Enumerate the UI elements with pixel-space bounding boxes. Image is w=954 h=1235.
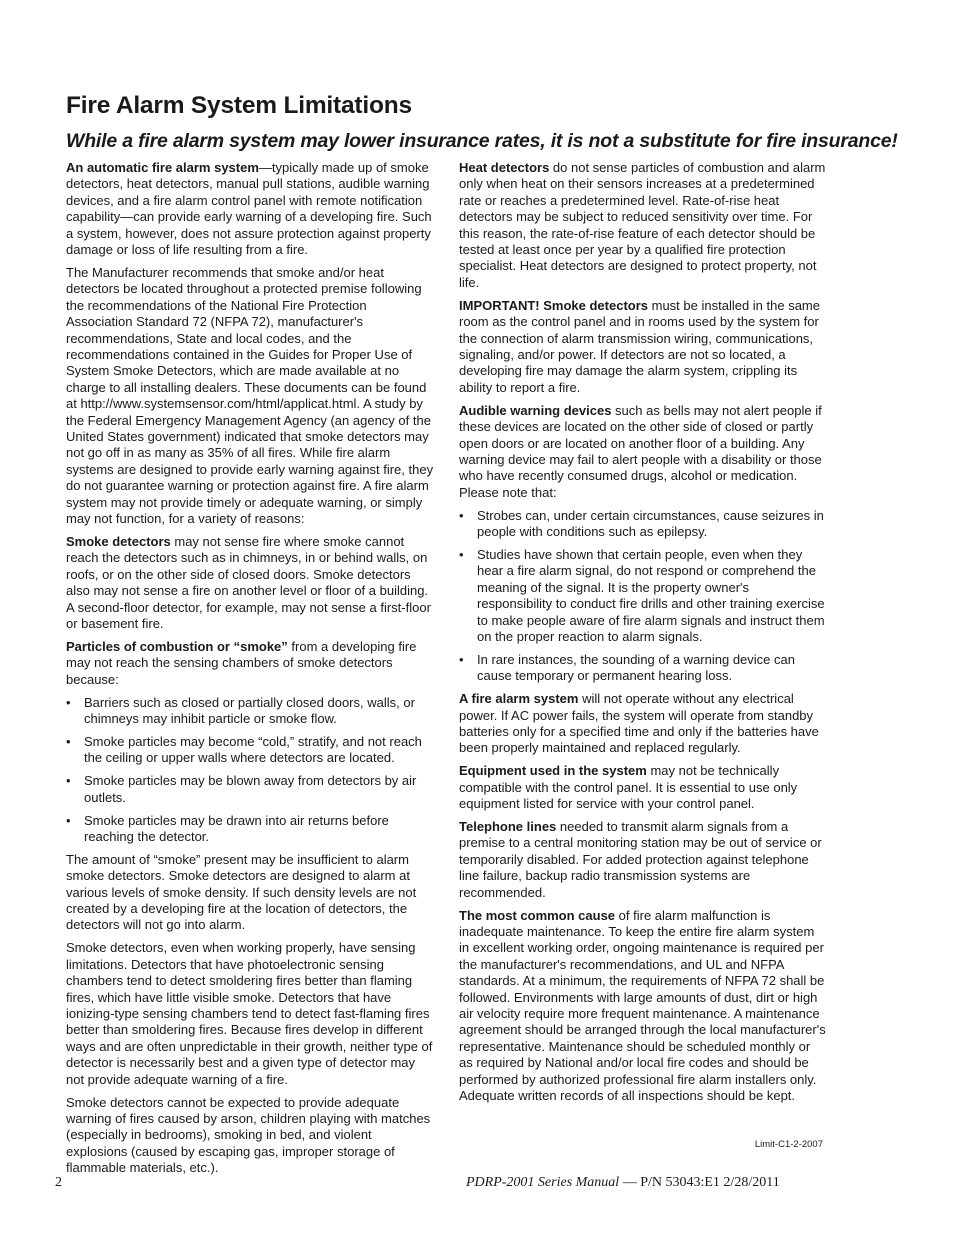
list-item bbox=[459, 508, 827, 541]
paragraph-lead: An automatic fire alarm system bbox=[66, 160, 259, 175]
paragraph-text: needed to transmit alarm signals from a premise to a central monitoring station may be out of service or temporarily disabled. For added protection against telephone line failure, backup radio transmission systems are recommended. bbox=[459, 819, 822, 900]
list-item bbox=[66, 734, 434, 767]
list-item-text: Smoke particles may be blown away from detectors by air outlets. bbox=[84, 773, 417, 805]
paragraph-lead: Telephone lines bbox=[459, 819, 557, 835]
paragraph-lead: Equipment used in the system bbox=[459, 763, 647, 779]
paragraph-text: Smoke detectors cannot be expected to provide adequate warning of fires caused by arson, children playing with matches (especially in bedrooms), smoking in bed, and violent explosions (caused by escaping gas, improper storage of flammable materials, etc.). bbox=[66, 1094, 431, 1176]
list-item bbox=[66, 813, 434, 846]
paragraph-lead: Smoke detectors bbox=[66, 533, 171, 549]
right-column bbox=[459, 160, 827, 1111]
maintenance-paragraph bbox=[459, 908, 827, 1105]
footer-separator: — bbox=[619, 1175, 641, 1190]
part-number-date: P/N 53043:E1 2/28/2011 bbox=[640, 1175, 780, 1190]
power-paragraph bbox=[459, 691, 827, 757]
footer-manual-info bbox=[466, 1175, 780, 1191]
paragraph-text: may not sense fire where smoke cannot reach the detectors such as in chimneys, in or behind walls, on roofs, or on the other side of closed doors. Smoke detectors also may not sense a fire on another level or floor of a building. A second-floor detector, for example, may not sense a first-floor or basement fire. bbox=[66, 533, 431, 631]
bullet-icon: • bbox=[66, 733, 71, 749]
heat-detectors-paragraph bbox=[459, 160, 827, 291]
sensing-limitations-paragraph bbox=[66, 940, 434, 1088]
list-item bbox=[459, 652, 827, 685]
paragraph-text: will not operate without any electrical power. If AC power fails, the system will operate from standby batteries only for a specified time and only if the batteries have been properly maintained and replaced regularly. bbox=[459, 691, 819, 756]
audible-warning-paragraph bbox=[459, 403, 827, 501]
telephone-lines-paragraph bbox=[459, 819, 827, 901]
list-item bbox=[66, 695, 434, 728]
paragraph-text: The amount of “smoke” present may be insufficient to alarm smoke detectors. Smoke detectors are designed to alarm at various levels of smoke density. If such density levels are not created by a developing fire at the location of detectors, the detectors will not go into alarm. bbox=[66, 851, 417, 933]
paragraph-text: may not be technically compatible with the control panel. It is essential to use only equipment listed for service with your control panel. bbox=[459, 763, 798, 812]
page-title: Fire Alarm System Limitations bbox=[66, 92, 412, 119]
document-code: Limit-C1-2-2007 bbox=[754, 1139, 823, 1150]
smoke-amount-paragraph bbox=[66, 852, 434, 934]
particles-bullet-list bbox=[66, 695, 434, 846]
paragraph-lead: A fire alarm system bbox=[459, 691, 579, 707]
important-smoke-detectors-paragraph bbox=[459, 298, 827, 396]
page-number: 2 bbox=[55, 1175, 62, 1190]
automatic-system-paragraph bbox=[66, 160, 434, 258]
equipment-paragraph bbox=[459, 763, 827, 812]
bullet-icon: • bbox=[459, 546, 464, 562]
paragraph-text: The Manufacturer recommends that smoke and/or heat detectors be located throughout a protected premise following the recommendations of the National Fire Protection Association Standard 72 (NFPA 72), manufacturer's recommendations, State and local codes, and the recommendations contained in the Guides for Proper Use of System Smoke Detectors, which are made available at no charge to all installing dealers. These documents can be found at http://www.systemsensor.com/html/applicat.html. A study by the Federal Emergency Management Agency (an agency of the United States government) indicated that smoke detectors may not go off in as many as 35% of all fires. While fire alarm systems are designed to provide early warning against fire, they do not guarantee warning or protection against fire. A fire alarm system may not provide timely or adequate warning, or simply may not function, for a variety of reasons: bbox=[66, 264, 434, 527]
list-item bbox=[66, 773, 434, 806]
manual-title: PDRP-2001 Series Manual bbox=[466, 1175, 620, 1190]
list-item-text: Barriers such as closed or partially closed doors, walls, or chimneys may inhibit particle or smoke flow. bbox=[84, 694, 415, 726]
smoke-detectors-paragraph bbox=[66, 534, 434, 632]
paragraph-text: do not sense particles of combustion and alarm only when heat on their sensors increases at a predetermined rate or reaches a predetermined level. Rate-of-rise heat detectors may be subject to reduced sensitivity over time. For this reason, the rate-of-rise feature of each detector should be tested at least once per year by a qualified fire protection specialist. Heat detectors are designed to protect property, not life. bbox=[459, 160, 826, 290]
paragraph-text: from a developing fire may not reach the sensing chambers of smoke detectors because: bbox=[66, 638, 417, 687]
bullet-icon: • bbox=[66, 773, 71, 789]
paragraph-text: must be installed in the same room as the control panel and in rooms used by the system for the connection of alarm transmission wiring, communications, signaling, and/or power. If detectors are not so located, a developing fire may damage the alarm system, crippling its ability to report a fire. bbox=[459, 297, 820, 395]
list-item-text: Smoke particles may become “cold,” stratify, and not reach the ceiling or upper walls where detectors are located. bbox=[84, 733, 422, 766]
particles-paragraph bbox=[66, 639, 434, 688]
paragraph-lead: Particles of combustion or “smoke” bbox=[66, 638, 288, 654]
paragraph-lead: Heat detectors bbox=[459, 160, 550, 175]
paragraph-lead: Audible warning devices bbox=[459, 402, 612, 418]
bullet-icon: • bbox=[66, 812, 71, 828]
paragraph-text: of fire alarm malfunction is inadequate maintenance. To keep the entire fire alarm system in excellent working order, ongoing maintenance is required per the manufacturer's recommendations, and UL and NFPA standards. At a minimum, the requirements of NFPA 72 shall be followed. Environments with large amounts of dust, dirt or high air velocity require more frequent maintenance. A maintenance agreement should be arranged through the local manufacturer's representative. Maintenance should be scheduled monthly or as required by National and/or local fire codes and should be performed by authorized professional fire alarm installers only. Adequate written records of all inspections should be kept. bbox=[459, 907, 826, 1104]
list-item bbox=[459, 547, 827, 645]
paragraph-text: such as bells may not alert people if these devices are located on the other side of closed or partly open doors or are located on another floor of a building. Any warning device may fail to alert people with a disability or those who have recently consumed drugs, alcohol or medication. Please note that: bbox=[459, 402, 822, 500]
bullet-icon: • bbox=[459, 507, 464, 523]
list-item-text: Strobes can, under certain circumstances, cause seizures in people with conditions such as epilepsy. bbox=[477, 507, 824, 540]
bullet-icon: • bbox=[66, 694, 71, 710]
paragraph-text: —typically made up of smoke detectors, heat detectors, manual pull stations, audible warning devices, and a fire alarm control panel with remote notification capability—can provide early warning of a developing fire. Such a system, however, does not assure protection against property damage or loss of life resulting from a fire. bbox=[66, 160, 432, 258]
paragraph-text: Smoke detectors, even when working properly, have sensing limitations. Detectors that have photoelectronic sensing chambers tend to detect smoldering fires better than flaming fires, which have little visible smoke. Detectors that have ionizing-type sensing chambers tend to detect fast-flaming fires better than smoldering fires. Because fires develop in different ways and are often unpredictable in their growth, neither type of detector is necessarily best and a given type of detector may not provide adequate warning of a fire. bbox=[66, 940, 433, 1087]
manufacturer-recommendation-paragraph bbox=[66, 265, 434, 528]
arson-warning-paragraph bbox=[66, 1095, 434, 1177]
page-subtitle: While a fire alarm system may lower insurance rates, it is not a substitute for fire insurance! bbox=[66, 130, 898, 152]
list-item-text: Studies have shown that certain people, even when they hear a fire alarm signal, do not respond or comprehend the meaning of the signal. It is the property owner's responsibility to conduct fire drills and other training exercise to make people aware of fire alarm signals and instruct them on the proper reaction to alarm signals. bbox=[477, 546, 825, 644]
list-item-text: In rare instances, the sounding of a warning device can cause temporary or permanent hearing loss. bbox=[477, 651, 795, 684]
left-column bbox=[66, 160, 434, 1183]
bullet-icon: • bbox=[459, 651, 464, 667]
paragraph-lead: IMPORTANT! Smoke detectors bbox=[459, 297, 649, 313]
list-item-text: Smoke particles may be drawn into air returns before reaching the detector. bbox=[84, 812, 389, 844]
warning-bullet-list bbox=[459, 508, 827, 685]
paragraph-lead: The most common cause bbox=[459, 907, 616, 923]
